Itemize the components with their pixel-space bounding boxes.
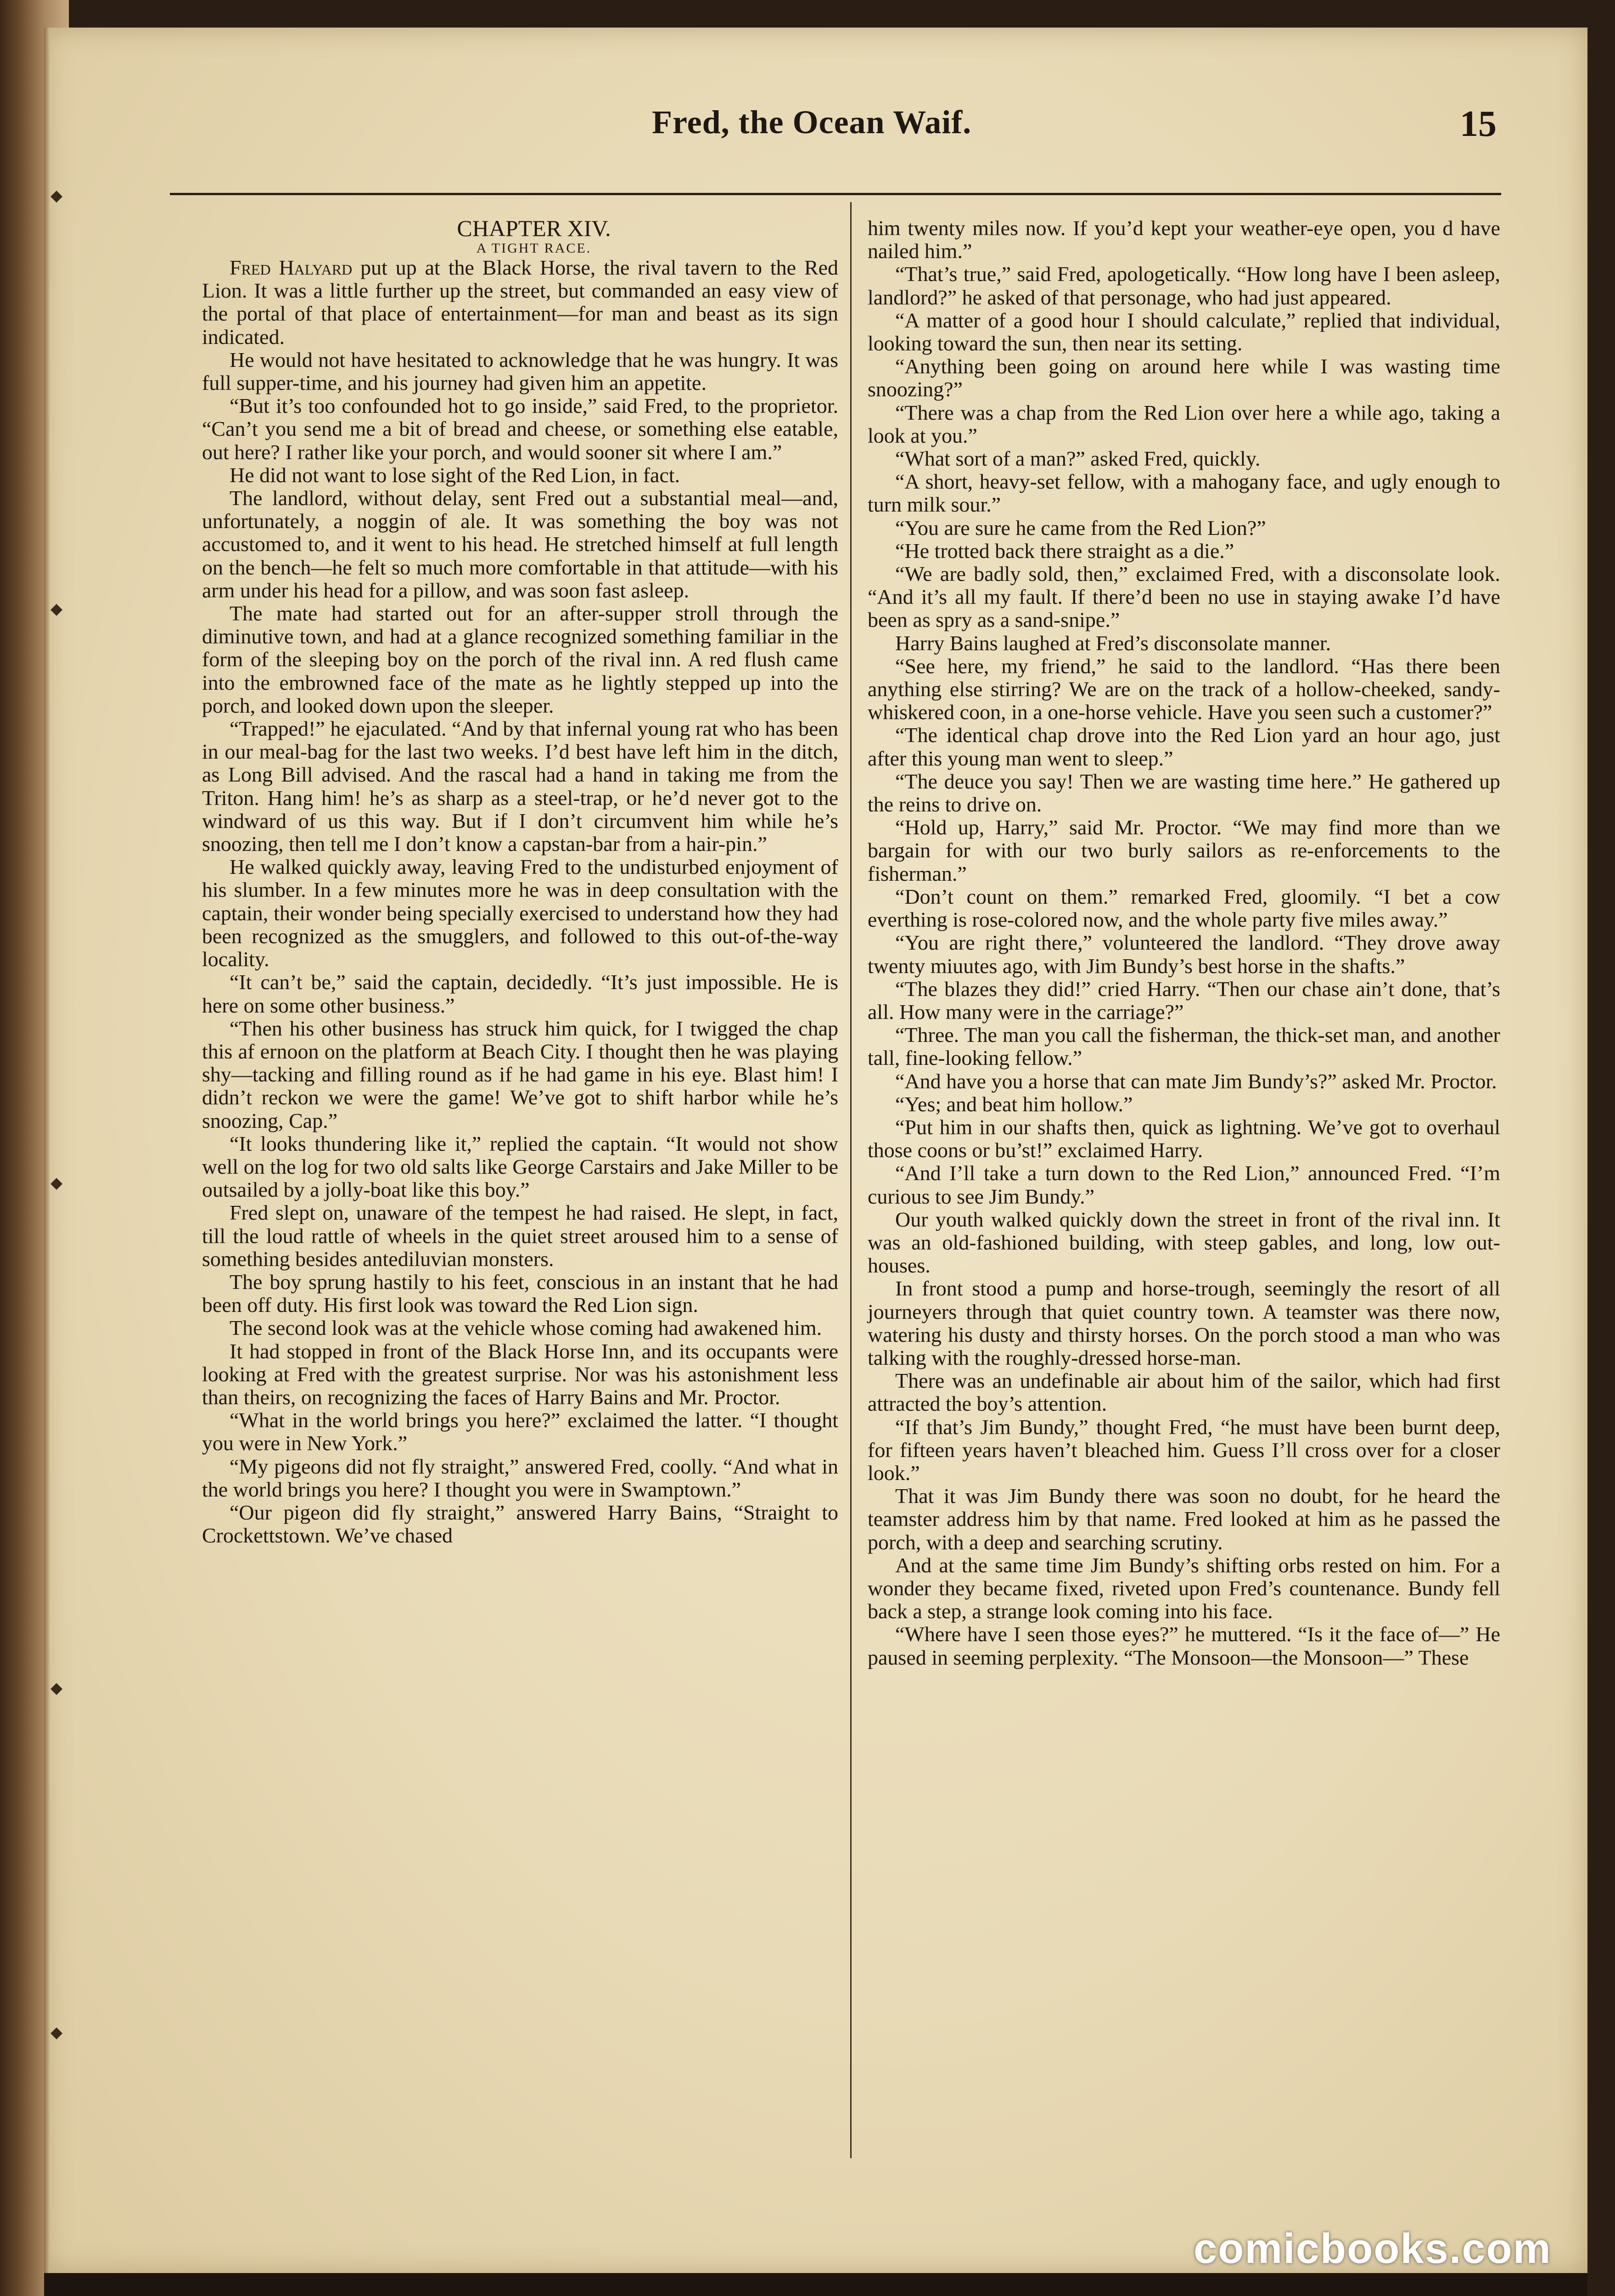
paragraph: “Don’t count on them.” remarked Fred, gloomily. “I bet a cow everthing is rose-colored now, and the whole party five miles away.”	[868, 884, 1500, 932]
paragraph: Fred slept on, unaware of the tempest he had raised. He slept, in fact, till the loud rattle of wheels in the quiet street aroused him to a sense of something besides antediluvian monsters.	[202, 1201, 838, 1271]
paragraph: “A matter of a good hour I should calculate,” replied that individual, looking toward the sun, then near its setting.	[868, 308, 1500, 355]
paragraph: “Anything been going on around here while I was wasting time snoozing?”	[868, 355, 1500, 401]
paragraph: him twenty miles now. If you’d kept your weather-eye open, you d have nailed him.”	[868, 216, 1500, 263]
page-header	[597, 103, 1497, 145]
paragraph: And at the same time Jim Bundy’s shifting orbs rested on him. For a wonder they became fixed, riveted upon Fred’s countenance. Bundy fell back a step, a strange look coming into his face.	[868, 1553, 1500, 1623]
page-number: 15	[1460, 104, 1497, 144]
paragraph: “And have you a horse that can mate Jim Bundy’s?” asked Mr. Proctor.	[895, 1069, 1497, 1093]
left-column	[202, 216, 838, 1547]
paragraph: “Our pigeon did fly straight,” answered Harry Bains, “Straight to Crockettstown. We’ve chased	[202, 1500, 838, 1548]
paragraph: The boy sprung hastily to his feet, conscious in an instant that he had been off duty. His first look was toward the Red Lion sign.	[202, 1270, 838, 1317]
paragraph: “But it’s too confounded hot to go inside,” said Fred, to the proprietor. “Can’t you send me a bit of bread and cheese, or something else eatable, out here? I rather like your porch, and would sooner sit where I am.”	[202, 394, 838, 464]
paragraph: He walked quickly away, leaving Fred to the undisturbed enjoyment of his slumber. In a few minutes more he was in deep consultation with the captain, their wonder being specially exercised to understand how they had been recognized as the smugglers, and followed to this out-of-the-way locality.	[202, 855, 838, 971]
paragraph: He did not want to lose sight of the Red Lion, in fact.	[230, 463, 680, 487]
paragraph: “See here, my friend,” he said to the landlord. “Has there been anything else stirring? We are on the track of a hollow-cheeked, sandy-whiskered coon, in a one-horse vehicle. Have you seen such a customer?”	[868, 654, 1500, 724]
paragraph: “It can’t be,” said the captain, decidedly. “It’s just impossible. He is here on some other business.”	[202, 970, 838, 1017]
paragraph: “And I’ll take a turn down to the Red Lion,” announced Fred. “I’m curious to see Jim Bundy.”	[868, 1161, 1500, 1208]
paragraph: “My pigeons did not fly straight,” answered Fred, coolly. “And what in the world brings you here? I thought you were in Swamptown.”	[202, 1454, 838, 1501]
chapter-subtitle: A TIGHT RACE.	[476, 241, 592, 256]
paragraph: That it was Jim Bundy there was soon no doubt, for he heard the teamster address him by that name. Fred looked at him as he passed the porch, with a deep and searching scrutiny.	[868, 1484, 1500, 1554]
paragraph: “The deuce you say! Then we are wasting time here.” He gathered up the reins to drive on.	[868, 769, 1500, 816]
paragraph: “If that’s Jim Bundy,” thought Fred, “he must have been burnt deep, for fifteen years haven’t bleached him. Guess I’ll cross over for a closer look.”	[868, 1415, 1500, 1485]
paragraph: “What sort of a man?” asked Fred, quickly.	[895, 447, 1261, 471]
paragraph: “Yes; and beat him hollow.”	[895, 1092, 1133, 1116]
stitch-mark: ◆	[50, 2024, 63, 2041]
paragraph: In front stood a pump and horse-trough, seemingly the resort of all journeyers through that quiet country town. A teamster was there now, watering his dusty and thirsty horses. On the porch stood a man who was talking with the roughly-dressed horse-man.	[868, 1277, 1500, 1369]
stitch-mark: ◆	[50, 1175, 63, 1192]
paragraph: “Where have I seen those eyes?” he muttered. “Is it the face of—” He paused in seeming perplexity. “The Monsoon—the Monsoon—” These	[868, 1622, 1500, 1669]
paragraph: “There was a chap from the Red Lion over here a while ago, taking a look at you.”	[868, 400, 1500, 447]
stitch-mark: ◆	[50, 601, 63, 618]
paragraph: There was an undefinable air about him of the sailor, which had first attracted the boy’s attention.	[868, 1369, 1500, 1416]
header-rule	[170, 193, 1501, 195]
paragraph: “The identical chap drove into the Red Lion yard an hour ago, just after this young man went to sleep.”	[868, 723, 1500, 770]
paragraph: “You are right there,” volunteered the landlord. “They drove away twenty miuutes ago, with Jim Bundy’s best horse in the shafts.”	[868, 931, 1500, 978]
paragraph: “A short, heavy-set fellow, with a mahogany face, and ugly enough to turn milk sour.”	[868, 470, 1500, 517]
chapter-heading: CHAPTER XIV.	[457, 215, 611, 241]
paragraph: The mate had started out for an after-supper stroll through the diminutive town, and had at a glance recognized something familiar in the form of the sleeping boy on the porch of the rival inn. A red flush came into the embrowned face of the mate as he lightly stepped up into the porch, and looked down upon the sleeper.	[202, 602, 838, 717]
page-bottom-edge	[44, 2273, 1587, 2296]
paragraph: He would not have hesitated to acknowledge that he was hungry. It was full supper-time, and his journey had given him an appetite.	[202, 348, 838, 395]
gutter-edge	[44, 28, 50, 2273]
paragraph: It had stopped in front of the Black Horse Inn, and its occupants were looking at Fred with the greatest surprise. Nor was his astonishment less than theirs, on recognizing the faces of Harry Bains and Mr. Proctor.	[202, 1339, 838, 1409]
paragraph: “Hold up, Harry,” said Mr. Proctor. “We may find more than we bargain for with our two burly sailors as re-enforcements to the fisherman.”	[868, 816, 1500, 885]
paragraph: Our youth walked quickly down the street in front of the rival inn. It was an old-fashioned building, with steep gables, and long, low out-houses.	[868, 1207, 1500, 1277]
running-title: Fred, the Ocean Waif.	[652, 104, 972, 141]
paragraph: “He trotted back there straight as a die.”	[895, 539, 1234, 563]
paragraph: The second look was at the vehicle whose coming had awakened him.	[230, 1316, 822, 1340]
stitch-mark: ◆	[50, 1680, 63, 1697]
paragraph: The landlord, without delay, sent Fred out a substantial meal—and, unfortunately, a noggin of ale. It was something the boy was not accustomed to, and it went to his head. He stretched himself at full length on the bench—he felt so much more comfortable in that attitude—with his arm under his head for a pillow, and was soon fast asleep.	[202, 486, 838, 602]
opening-name: Fred Halyard	[230, 256, 353, 279]
paragraph: “We are badly sold, then,” exclaimed Fred, with a disconsolate look. “And it’s all my fault. If there’d been no use in staying awake I’d have been as spry as a sand-snipe.”	[868, 562, 1500, 632]
paragraph: Harry Bains laughed at Fred’s disconsolate manner.	[895, 631, 1331, 655]
paragraph: “What in the world brings you here?” exclaimed the latter. “I thought you were in New York.”	[202, 1408, 838, 1455]
paragraph: “The blazes they did!” cried Harry. “Then our chase ain’t done, that’s all. How many were in the carriage?”	[868, 977, 1500, 1024]
paragraph: “Then his other business has struck him quick, for I twigged the chap this af ernoon on the platform at Beach City. I thought then he was playing shy—tacking and filling round as if he had game in his eye. Blast him! I didn’t reckon we were the game! We’ve got to shift harbor while he’s snoozing, Cap.”	[202, 1016, 838, 1132]
stitch-mark: ◆	[50, 187, 63, 204]
paragraph: “Three. The man you call the fisherman, the thick-set man, and another tall, fine-looking fellow.”	[868, 1023, 1500, 1070]
paragraph: “Trapped!” he ejaculated. “And by that infernal young rat who has been in our meal-bag for the last two weeks. I’d best have left him in the ditch, as Long Bill advised. And the rascal had a hand in taking me from the Triton. Hang him! he’s as sharp as a steel-trap, or he’d never got to the windward of us this way. But if I don’t circumvent him while he’s snoozing, then tell me I don’t know a capstan-bar from a hair-pin.”	[202, 717, 838, 856]
column-divider	[850, 202, 852, 2158]
paragraph: “Put him in our shafts then, quick as lightning. We’ve got to overhaul those coons or bu’st!” exclaimed Harry.	[868, 1115, 1500, 1162]
site-watermark: comicbooks.com	[1194, 2225, 1552, 2272]
paragraph: “It looks thundering like it,” replied the captain. “It would not show well on the log for two old salts like George Carstairs and Jake Miller to be outsailed by a jolly-boat like this boy.”	[202, 1131, 838, 1202]
paragraph: Fred Halyard put up at the Black Horse, the rival tavern to the Red Lion. It was a little further up the street, but commanded an easy view of the portal of that place of entertainment—for man and beast as its sign indicated.	[202, 256, 838, 349]
paragraph: “You are sure he came from the Red Lion?”	[895, 516, 1266, 540]
right-column	[868, 217, 1500, 1669]
paragraph: “That’s true,” said Fred, apologetically. “How long have I been asleep, landlord?” he asked of that personage, who had just appeared.	[868, 262, 1500, 309]
